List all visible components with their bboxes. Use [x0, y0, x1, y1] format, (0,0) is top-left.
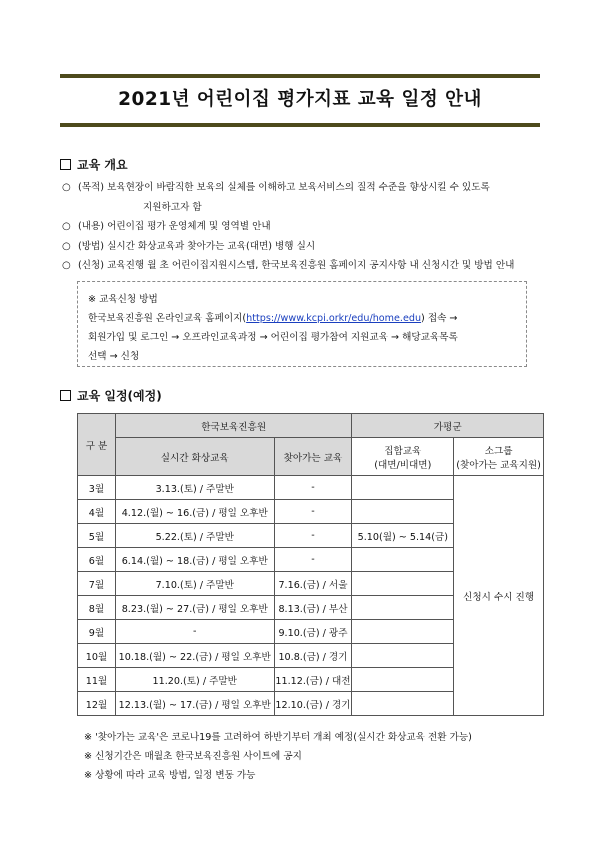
- row-month: 12월: [78, 692, 116, 716]
- notice-line-3: 선택 → 신청: [88, 351, 140, 362]
- overview-item-apply: [62, 256, 542, 276]
- row-month: 3월: [78, 476, 116, 500]
- overview-item-content: [62, 217, 542, 237]
- row-visiting: -: [274, 524, 352, 548]
- row-realtime: 8.23.(월) ~ 27.(금) / 평일 오후반: [115, 596, 274, 620]
- schedule-heading-text: 교육 일정(예정): [77, 389, 162, 403]
- table-row: [78, 476, 544, 500]
- overview-item-method: [62, 237, 542, 257]
- row-month: 7월: [78, 572, 116, 596]
- row-group-edu: [352, 572, 454, 596]
- row-visiting: 9.10.(금) / 광주: [274, 620, 352, 644]
- row-group-edu: [352, 596, 454, 620]
- row-realtime: -: [115, 620, 274, 644]
- row-realtime: 7.10.(토) / 주말반: [115, 572, 274, 596]
- row-group-edu: 5.10(월) ~ 5.14(금): [352, 524, 454, 548]
- header-realtime: 실시간 화상교육: [115, 438, 274, 476]
- row-visiting: -: [274, 548, 352, 572]
- row-visiting: -: [274, 476, 352, 500]
- circle-bullet-icon: ○: [62, 260, 71, 271]
- row-month: 4월: [78, 500, 116, 524]
- table-header-row: [78, 414, 544, 438]
- overview-item-text: (내용) 어린이집 평가 운영체계 및 영역별 안내: [78, 221, 271, 232]
- checkbox-square-icon: [60, 159, 71, 170]
- footnote-item: ※ 신청기간은 매월초 한국보육진흥원 사이트에 공지: [84, 751, 302, 762]
- row-month: 9월: [78, 620, 116, 644]
- checkbox-square-icon: [60, 390, 71, 401]
- footnote-item: ※ '찾아가는 교육'은 코로나19를 고려하여 하반기부터 개최 예정(실시간 화상교육 전환 가능): [84, 732, 472, 743]
- notice-line-1: [88, 309, 516, 328]
- overview-item-text: (신청) 교육진행 월 초 어린이집지원시스템, 한국보육진흥원 홈페이지 공지사항 내 신청시간 및 방법 안내: [78, 260, 515, 271]
- row-realtime: 12.13.(월) ~ 17.(금) / 평일 오후반: [115, 692, 274, 716]
- circle-bullet-icon: ○: [62, 221, 71, 232]
- header-small-group-line1: 소그룹: [484, 445, 513, 457]
- schedule-table: [77, 413, 544, 716]
- header-small-group: [454, 438, 544, 476]
- title-top-rule: [60, 74, 540, 78]
- header-small-group-line2: (찾아가는 교육지원): [456, 459, 541, 471]
- row-visiting: 7.16.(금) / 서울: [274, 572, 352, 596]
- notice-link[interactable]: https://www.kcpi.orkr/edu/home.edu: [246, 313, 422, 324]
- header-visiting: 찾아가는 교육: [274, 438, 352, 476]
- row-visiting: -: [274, 500, 352, 524]
- row-group-edu: [352, 668, 454, 692]
- header-group-edu: [352, 438, 454, 476]
- notice-heading: ※ 교육신청 방법: [88, 294, 158, 305]
- row-visiting: 11.12.(금) / 대전: [274, 668, 352, 692]
- notice-line-1-pre: 한국보육진흥원 온라인교육 홈페이지(: [88, 313, 247, 324]
- notice-line-1-post: ) 접속 →: [421, 313, 458, 324]
- notice-line-2: 회원가입 및 로그인 → 오프라인교육과정 → 어린이집 평가참여 지원교육 → 해당교육목록: [88, 332, 458, 343]
- row-visiting: 10.8.(금) / 경기: [274, 644, 352, 668]
- row-visiting: 12.10.(금) / 경기: [274, 692, 352, 716]
- overview-heading-text: 교육 개요: [77, 158, 128, 172]
- row-group-edu: [352, 620, 454, 644]
- row-group-edu: [352, 476, 454, 500]
- application-method-box: [77, 281, 527, 367]
- row-month: 10월: [78, 644, 116, 668]
- header-kcpi: 한국보육진흥원: [115, 414, 351, 438]
- row-month: 6월: [78, 548, 116, 572]
- row-realtime: 4.12.(월) ~ 16.(금) / 평일 오후반: [115, 500, 274, 524]
- row-realtime: 5.22.(토) / 주말반: [115, 524, 274, 548]
- row-realtime: 3.13.(토) / 주말반: [115, 476, 274, 500]
- overview-item-purpose: [62, 178, 542, 198]
- row-realtime: 11.20.(토) / 주말반: [115, 668, 274, 692]
- row-group-edu: [352, 644, 454, 668]
- row-realtime: 10.18.(월) ~ 22.(금) / 평일 오후반: [115, 644, 274, 668]
- footnote-item: ※ 상황에 따라 교육 방법, 일정 변동 가능: [84, 770, 256, 781]
- page-title: 2021년 어린이집 평가지표 교육 일정 안내: [118, 89, 482, 110]
- schedule-heading: [60, 387, 162, 404]
- header-gubun: 구 분: [78, 414, 116, 476]
- row-month: 5월: [78, 524, 116, 548]
- overview-heading: [60, 156, 128, 173]
- header-group-edu-line1: 집합교육: [384, 445, 422, 457]
- row-group-edu: [352, 692, 454, 716]
- small-group-cell: 신청시 수시 진행: [454, 476, 544, 716]
- row-realtime: 6.14.(월) ~ 18.(금) / 평일 오후반: [115, 548, 274, 572]
- row-group-edu: [352, 500, 454, 524]
- overview-item-purpose-cont: 지원하고자 함: [143, 201, 202, 213]
- overview-item-text: (방법) 실시간 화상교육과 찾아가는 교육(대면) 병행 실시: [78, 240, 316, 252]
- overview-list: [62, 178, 542, 276]
- overview-item-text: (목적) 보육현장이 바람직한 보육의 실체를 이해하고 보육서비스의 질적 수준을 향상시킬 수 있도록: [78, 182, 490, 193]
- table-subheader-row: [78, 438, 544, 476]
- circle-bullet-icon: ○: [62, 182, 71, 193]
- header-group-edu-line2: (대면/비대면): [374, 459, 432, 471]
- header-gapyeong: 가평군: [352, 414, 544, 438]
- circle-bullet-icon: ○: [62, 240, 71, 252]
- row-month: 8월: [78, 596, 116, 620]
- row-visiting: 8.13.(금) / 부산: [274, 596, 352, 620]
- row-group-edu: [352, 548, 454, 572]
- title-bottom-rule: [60, 123, 540, 127]
- footnotes: [84, 728, 472, 785]
- row-month: 11월: [78, 668, 116, 692]
